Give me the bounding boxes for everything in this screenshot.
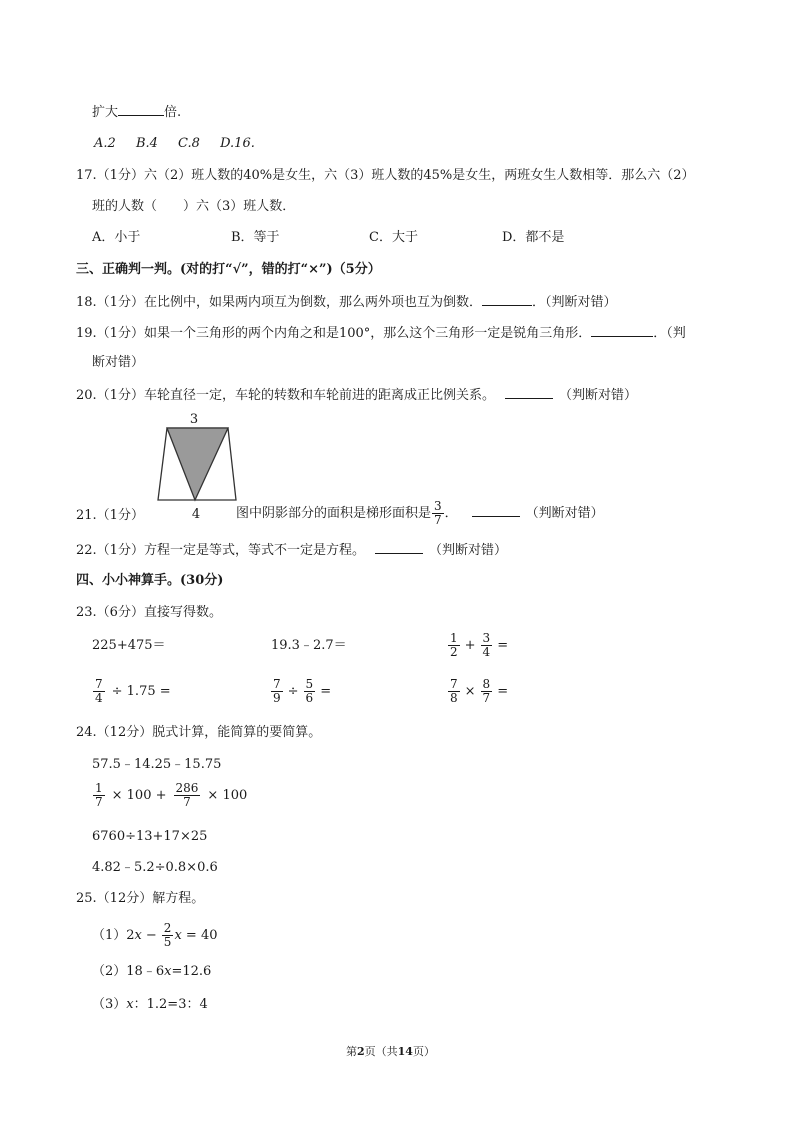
- denominator: 4: [95, 691, 103, 706]
- answer-blank[interactable]: [118, 103, 164, 116]
- q16-option-d[interactable]: D.16.: [220, 136, 255, 151]
- operator: −: [145, 928, 157, 944]
- q23-title: 23.（6分）直接写得数。: [76, 605, 222, 620]
- numerator: 286: [175, 781, 199, 795]
- equals-sign: =: [497, 684, 509, 700]
- section-4-heading: 四、小小神算手。(30分): [76, 573, 224, 588]
- fraction: [481, 678, 493, 705]
- numerator: 7: [450, 677, 458, 691]
- trapezoid-figure: [150, 408, 242, 526]
- numerator: 1: [95, 781, 103, 795]
- fraction: [481, 632, 493, 659]
- equation-prefix: （2）18﹣6: [92, 964, 165, 979]
- q17-option-c[interactable]: C．大于: [369, 230, 418, 245]
- q16-options: [94, 136, 255, 152]
- fraction-numerator: 3: [434, 499, 442, 513]
- q17-option-a[interactable]: A．小于: [92, 230, 141, 245]
- q20: [76, 386, 637, 404]
- q21-prefix: 21.（1分）: [76, 508, 144, 523]
- q24-expr-2: [92, 782, 247, 809]
- q25-eq-2: [92, 964, 211, 980]
- numerator: 1: [450, 631, 458, 645]
- numerator: 3: [482, 631, 491, 645]
- q16-tail-after: 倍.: [164, 105, 182, 120]
- q18: [76, 293, 616, 311]
- equation-rest: = 40: [181, 928, 218, 944]
- equals-sign: =: [320, 684, 332, 700]
- q21-tail: （判断对错）: [525, 506, 604, 522]
- denominator: 9: [273, 691, 281, 706]
- q22-text: 22.（1分）方程一定是等式，等式不一定是方程。: [76, 543, 365, 558]
- equation-prefix: （3）: [92, 997, 127, 1012]
- fraction: [271, 678, 283, 705]
- denominator: 4: [482, 645, 491, 660]
- equation-rest: =12.6: [171, 964, 212, 979]
- page-number: 2: [357, 1045, 365, 1058]
- q18-text: 18.（1分）在比例中，如果两内项互为倒数，那么两外项也互为倒数．: [76, 295, 482, 310]
- q24-expr-1: 57.5﹣14.25﹣15.75: [92, 757, 222, 772]
- q24-title: 24.（12分）脱式计算，能简算的要简算。: [76, 725, 322, 740]
- numerator: 8: [482, 677, 491, 691]
- top-base-label: 3: [189, 412, 199, 427]
- fraction: [448, 678, 460, 705]
- denominator: 7: [482, 691, 491, 706]
- q17-line2: 班的人数（ ）六（3）班人数．: [92, 199, 296, 214]
- equation-rest: ：1.2=3：4: [133, 997, 208, 1012]
- q25-eq-3: [92, 997, 208, 1013]
- bottom-base-label: 4: [191, 507, 201, 522]
- q23-expr-5: [270, 678, 335, 705]
- expression-rest: ÷ 1.75 =: [111, 684, 171, 700]
- page-total: 14: [397, 1045, 413, 1058]
- fraction: [93, 678, 105, 705]
- q21-text: [236, 500, 604, 527]
- q23-expr-6: [447, 678, 512, 705]
- footer-mid: 页（共: [364, 1045, 398, 1058]
- denominator: 6: [305, 691, 314, 706]
- answer-blank[interactable]: [482, 293, 532, 306]
- denominator: 8: [450, 691, 458, 706]
- operator: +: [464, 638, 476, 654]
- q19-line2: 断对错）: [92, 355, 145, 370]
- q22-tail: （判断对错）: [428, 543, 507, 558]
- answer-blank[interactable]: [375, 541, 423, 554]
- numerator: 7: [273, 677, 281, 691]
- q24-expr-4: 4.82﹣5.2÷0.8×0.6: [92, 860, 218, 875]
- page-footer: [346, 1045, 435, 1058]
- q19-tail: ．（判: [653, 326, 686, 341]
- numerator: 7: [95, 677, 103, 691]
- q18-tail: ．（判断对错）: [531, 295, 617, 310]
- denominator: 7: [95, 795, 103, 810]
- q21-statement: 图中阴影部分的面积是梯形面积是: [236, 506, 432, 522]
- denominator: 2: [450, 645, 458, 660]
- q20-tail: （判断对错）: [558, 388, 637, 403]
- equals-sign: =: [497, 638, 509, 654]
- fraction: [174, 782, 201, 809]
- fraction-denominator: 7: [434, 513, 442, 528]
- numerator: 5: [305, 677, 314, 691]
- fraction-3-7: [432, 500, 444, 527]
- operator: ÷: [287, 684, 299, 700]
- fraction: [93, 782, 105, 809]
- equation-prefix: （1）2: [92, 928, 135, 944]
- q19-line1: [76, 324, 686, 342]
- numerator: 2: [163, 921, 172, 935]
- q20-text: 20.（1分）车轮直径一定，车轮的转数和车轮前进的距离成正比例关系。: [76, 388, 495, 403]
- expression-end: × 100: [207, 788, 248, 804]
- operator: ×: [464, 684, 476, 700]
- denominator: 7: [183, 795, 191, 810]
- variable-x: x: [174, 928, 182, 944]
- variable-x: x: [134, 928, 142, 944]
- q16-option-c[interactable]: C.8: [178, 136, 200, 151]
- q16-tail: [92, 103, 181, 121]
- q16-option-a[interactable]: A.2: [94, 136, 116, 151]
- q16-tail-text: 扩大: [92, 105, 119, 120]
- q25-title: 25.（12分）解方程。: [76, 891, 205, 906]
- q19-text: 19.（1分）如果一个三角形的两个内角之和是100°，那么这个三角形一定是锐角三角形．: [76, 326, 592, 341]
- q22: [76, 541, 507, 559]
- expression-middle: × 100 +: [111, 788, 167, 804]
- fraction: [448, 632, 460, 659]
- q17-option-d[interactable]: D．都不是: [502, 230, 565, 245]
- q16-option-b[interactable]: B.4: [135, 136, 158, 151]
- q17-option-b[interactable]: B．等于: [231, 230, 280, 245]
- variable-x: x: [126, 997, 134, 1012]
- q23-expr-4: [92, 678, 171, 705]
- q23-expr-1: 225+475＝: [92, 638, 166, 653]
- denominator: 5: [163, 935, 172, 950]
- footer-pre: 第: [346, 1045, 357, 1058]
- section-3-heading: 三、正确判一判。(对的打“√”，错的打“×”)（5分）: [76, 262, 381, 277]
- answer-blank[interactable]: [591, 324, 653, 337]
- answer-blank[interactable]: [505, 386, 553, 399]
- fraction: [304, 678, 316, 705]
- fraction: [162, 922, 174, 949]
- q24-expr-3: 6760÷13+17×25: [92, 829, 208, 844]
- q21-dot: ．: [444, 506, 458, 522]
- q23-expr-2: 19.3﹣2.7＝: [271, 638, 347, 653]
- q23-expr-3: [447, 632, 512, 659]
- q17-line1: 17.（1分）六（2）班人数的40%是女生，六（3）班人数的45%是女生，两班女生人数相等．那么六（2）: [76, 168, 695, 183]
- footer-post: 页）: [412, 1045, 435, 1058]
- variable-x: x: [164, 964, 172, 979]
- answer-blank[interactable]: [472, 504, 520, 517]
- q25-eq-1: [92, 922, 217, 949]
